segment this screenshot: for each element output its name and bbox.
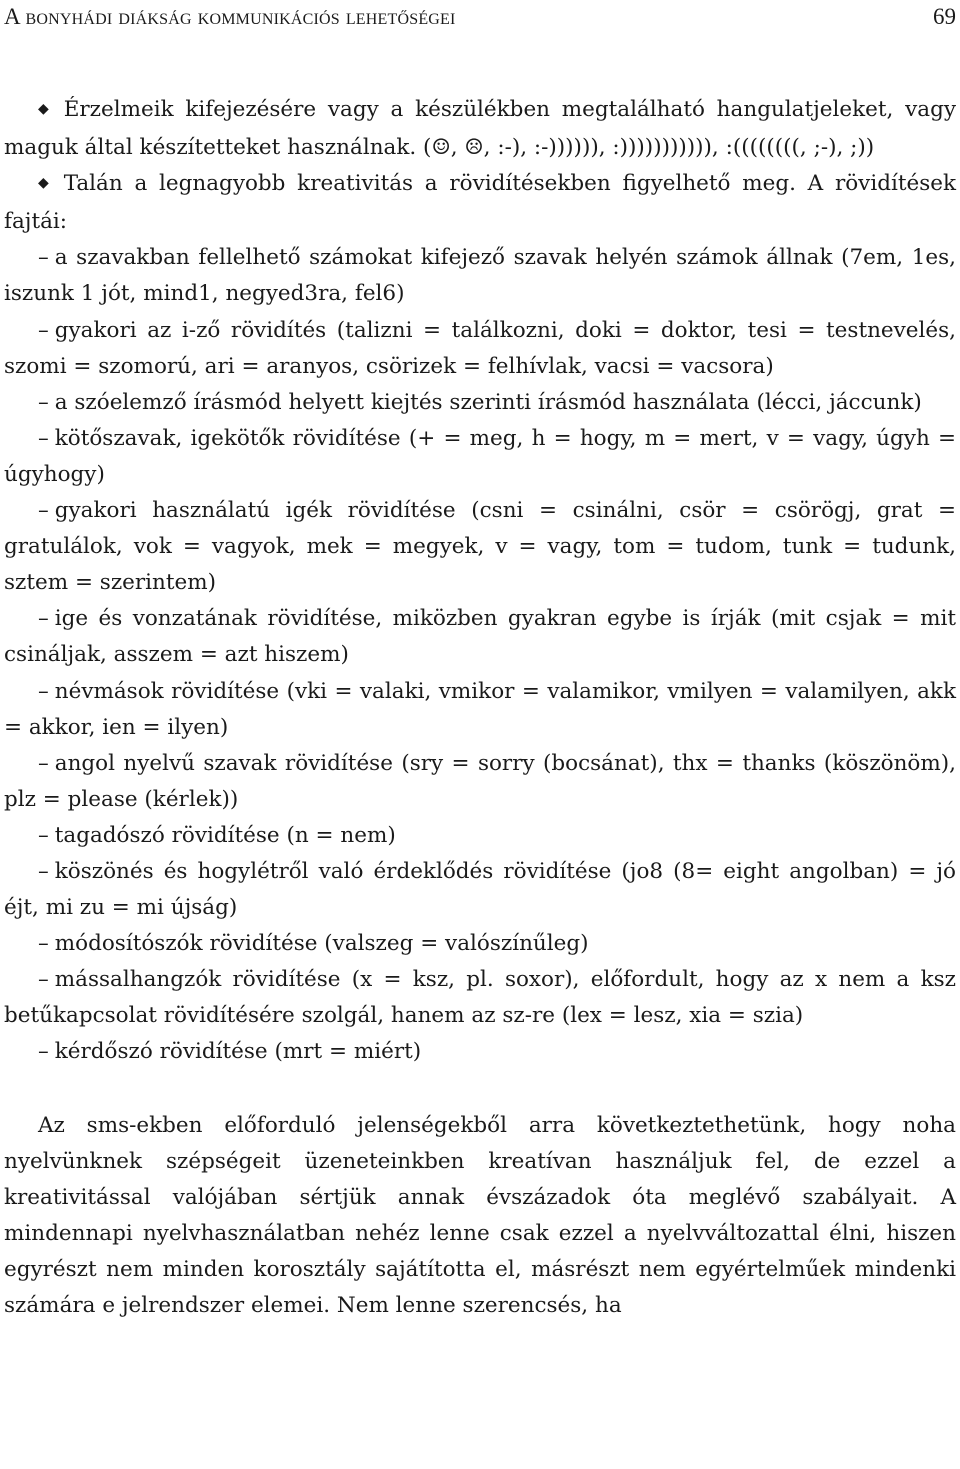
bullet-text: Talán a legnagyobb kreativitás a rövidítésekben figyelhető meg. A rövidítések fajtái: bbox=[4, 171, 956, 235]
dash-text: gyakori használatú igék rövidítése (csni = csinálni, csör = csörögj, grat = gratulálok, vok = vagyok, mek = megyek, v = vagy, tom = tudom, tunk = tudunk, sztem = szerintem) bbox=[4, 498, 956, 596]
dash-text: tagadószó rövidítése (n = nem) bbox=[54, 822, 396, 848]
dash-item bbox=[4, 601, 956, 673]
dash-icon: – bbox=[38, 389, 49, 415]
dash-text: a szóelemző írásmód helyett kiejtés szerinti írásmód használata (lécci, jáccunk) bbox=[54, 389, 922, 415]
dash-icon: – bbox=[38, 1039, 49, 1065]
dash-text: gyakori az i-ző rövidítés (talizni = találkozni, doki = doktor, tesi = testnevelés, szomi = szomorú, ari = aranyos, csörizek = felhívlak, vacsi = vacsora) bbox=[4, 317, 956, 379]
diamond-bullet-icon: ◆ bbox=[38, 175, 54, 192]
dash-icon: – bbox=[38, 931, 49, 957]
dash-icon: – bbox=[38, 245, 49, 271]
diamond-bullet-icon: ◆ bbox=[38, 101, 54, 117]
dash-item bbox=[4, 313, 956, 385]
dash-text: névmások rövidítése (vki = valaki, vmikor = valamikor, vmilyen = valamilyen, akk = akkor, ien = ilyen) bbox=[4, 678, 956, 740]
dash-icon: – bbox=[38, 822, 49, 848]
page-body bbox=[4, 92, 956, 1324]
dash-text: a szavakban fellelhető számokat kifejező szavak helyén számok állnak (7em, 1es, iszunk 1 jót, mind1, negyed3ra, fel6) bbox=[4, 245, 956, 307]
dash-icon: – bbox=[38, 498, 49, 524]
dash-item bbox=[4, 818, 956, 854]
bullet-text: Érzelmeik kifejezésére vagy a készülékben megtalálható hangulatjeleket, vagy maguk által készítetteket használnak. (☺, ☹, :-), :-)))))), :))))))))))), :((((((((, ;-), ;)) bbox=[4, 97, 956, 161]
dash-text: angol nyelvű szavak rövidítése (sry = sorry (bocsánat), thx = thanks (köszönöm), plz = please (kérlek)) bbox=[4, 750, 956, 812]
dash-icon: – bbox=[38, 317, 49, 343]
dash-text: kötőszavak, igekötők rövidítése (+ = meg, h = hogy, m = mert, v = vagy, úgyh = úgyhogy) bbox=[4, 425, 956, 487]
dash-item bbox=[4, 1034, 956, 1070]
dash-text: mássalhangzók rövidítése (x = ksz, pl. soxor), előfordult, hogy az x nem a ksz betűkapcsolat rövidítésére szolgál, hanem az sz-re (lex = lesz, xia = szia) bbox=[4, 967, 956, 1029]
dash-item bbox=[4, 493, 956, 601]
dash-text: köszönés és hogylétről való érdeklődés rövidítése (jo8 (8= eight angolban) = jó éjt, mi zu = mi újság) bbox=[4, 858, 956, 921]
dash-icon: – bbox=[38, 678, 49, 704]
dash-item bbox=[4, 746, 956, 818]
closing-paragraph: Az sms-ekben előforduló jelenségekből arra következtethetünk, hogy noha nyelvünknek szépségeit üzeneteinkben kreatívan használjuk fel, de ezzel a kreativitással valójában sértjük annak évszázadok óta meglévő szabályait. A mindennapi nyelvhasználatban nehéz lenne csak ezzel a nyelvváltozattal élni, hiszen egyrészt nem minden korosztály sajátította el, másrészt nem egyértelműek mindenki számára e jelrendszer elemei. Nem lenne szerencsés, ha bbox=[4, 1112, 956, 1318]
dash-text: kérdőszó rövidítése (mrt = miért) bbox=[54, 1039, 422, 1065]
dash-text: módosítószók rövidítése (valszeg = valószínűleg) bbox=[54, 931, 589, 957]
dash-item bbox=[4, 962, 956, 1034]
page-header bbox=[4, 4, 956, 34]
dash-item bbox=[4, 674, 956, 746]
dash-item bbox=[4, 926, 956, 962]
dash-icon: – bbox=[38, 858, 49, 884]
running-header-title: A bonyhádi diákság kommunikációs lehetőségei bbox=[4, 4, 456, 29]
dash-item bbox=[4, 854, 956, 926]
dash-item bbox=[4, 385, 956, 421]
page-number: 69 bbox=[933, 4, 956, 29]
dash-icon: – bbox=[38, 606, 49, 632]
dash-item bbox=[4, 240, 956, 312]
dash-icon: – bbox=[38, 750, 49, 776]
dash-icon: – bbox=[38, 967, 49, 993]
bullet-item bbox=[4, 166, 956, 240]
bullet-item bbox=[4, 92, 956, 166]
dash-item bbox=[4, 421, 956, 493]
dash-text: ige és vonzatának rövidítése, miközben gyakran egybe is írják (mit csjak = mit csináljak, asszem = azt hiszem) bbox=[4, 606, 956, 668]
dash-icon: – bbox=[38, 425, 49, 451]
